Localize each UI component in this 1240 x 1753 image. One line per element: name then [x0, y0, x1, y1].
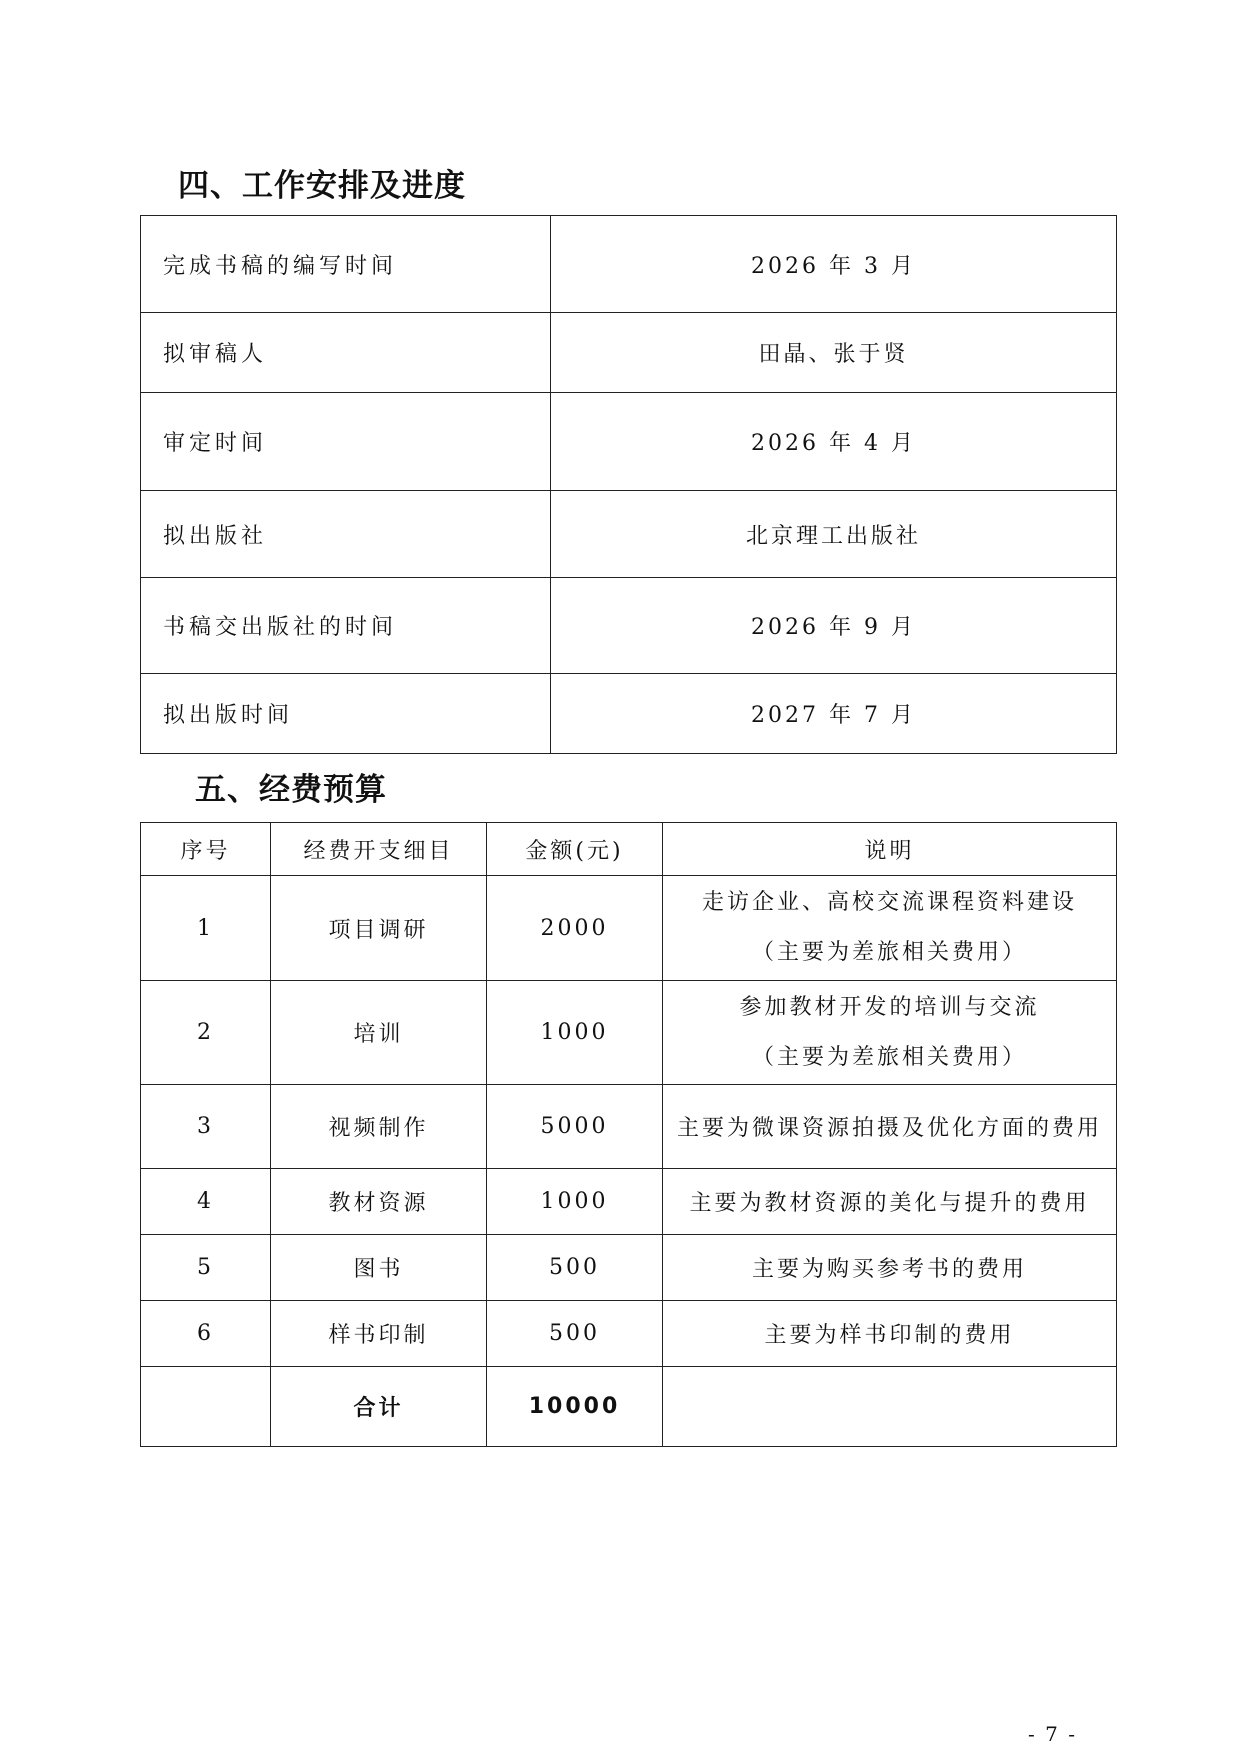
table-row — [141, 1085, 1117, 1169]
row-note: 主要为样书印制的费用 — [663, 1301, 1117, 1367]
page-number: - 7 - — [1028, 1722, 1077, 1746]
note-line: （主要为差旅相关费用） — [751, 1044, 1027, 1070]
row-note: 主要为购买参考书的费用 — [663, 1235, 1117, 1301]
table-row — [141, 1301, 1117, 1367]
total-label: 合计 — [271, 1367, 487, 1447]
table-row — [141, 981, 1117, 1085]
schedule-label: 审定时间 — [141, 393, 551, 491]
schedule-label: 完成书稿的编写时间 — [141, 216, 551, 313]
table-row — [141, 674, 1117, 754]
row-amount: 1000 — [487, 1169, 663, 1235]
table-row — [141, 1235, 1117, 1301]
schedule-table — [140, 215, 1117, 754]
table-row — [141, 578, 1117, 674]
schedule-value: 2026 年 3 月 — [551, 216, 1117, 313]
table-row — [141, 313, 1117, 393]
header-note: 说明 — [663, 823, 1117, 876]
row-item: 样书印制 — [271, 1301, 487, 1367]
schedule-label: 拟审稿人 — [141, 313, 551, 393]
row-item: 培训 — [271, 981, 487, 1085]
schedule-value: 北京理工出版社 — [551, 491, 1117, 578]
schedule-label: 拟出版时间 — [141, 674, 551, 754]
row-amount: 2000 — [487, 876, 663, 981]
note-line: 走访企业、高校交流课程资料建设 — [701, 890, 1077, 915]
table-row — [141, 393, 1117, 491]
row-index: 3 — [141, 1085, 271, 1169]
total-note-empty — [663, 1367, 1117, 1447]
row-index: 6 — [141, 1301, 271, 1367]
table-row — [141, 216, 1117, 313]
row-note: 主要为教材资源的美化与提升的费用 — [663, 1169, 1117, 1235]
note-line: 参加教材开发的培训与交流 — [739, 994, 1040, 1020]
budget-table — [140, 822, 1117, 1447]
section-4-heading: 四、工作安排及进度 — [178, 168, 466, 204]
schedule-value: 2027 年 7 月 — [551, 674, 1117, 754]
row-item: 项目调研 — [271, 876, 487, 981]
total-row — [141, 1367, 1117, 1447]
schedule-value: 2026 年 4 月 — [551, 393, 1117, 491]
total-amount: 10000 — [487, 1367, 663, 1447]
table-row — [141, 876, 1117, 981]
table-row — [141, 491, 1117, 578]
section-5-heading: 五、经费预算 — [195, 772, 387, 808]
row-index: 1 — [141, 876, 271, 981]
row-index: 2 — [141, 981, 271, 1085]
row-item: 视频制作 — [271, 1085, 487, 1169]
row-note — [663, 876, 1117, 981]
table-row — [141, 1169, 1117, 1235]
row-index: 4 — [141, 1169, 271, 1235]
header-amount: 金额(元) — [487, 823, 663, 876]
note-line: （主要为差旅相关费用） — [751, 940, 1027, 965]
schedule-label: 书稿交出版社的时间 — [141, 578, 551, 674]
row-amount: 500 — [487, 1235, 663, 1301]
total-index-empty — [141, 1367, 271, 1447]
row-index: 5 — [141, 1235, 271, 1301]
schedule-label: 拟出版社 — [141, 491, 551, 578]
row-item: 图书 — [271, 1235, 487, 1301]
row-amount: 500 — [487, 1301, 663, 1367]
row-amount: 1000 — [487, 981, 663, 1085]
schedule-value: 田晶、张于贤 — [551, 313, 1117, 393]
table-header-row — [141, 823, 1117, 876]
schedule-value: 2026 年 9 月 — [551, 578, 1117, 674]
row-amount: 5000 — [487, 1085, 663, 1169]
row-note — [663, 981, 1117, 1085]
header-item: 经费开支细目 — [271, 823, 487, 876]
row-note: 主要为微课资源拍摄及优化方面的费用 — [663, 1085, 1117, 1169]
header-index: 序号 — [141, 823, 271, 876]
row-item: 教材资源 — [271, 1169, 487, 1235]
